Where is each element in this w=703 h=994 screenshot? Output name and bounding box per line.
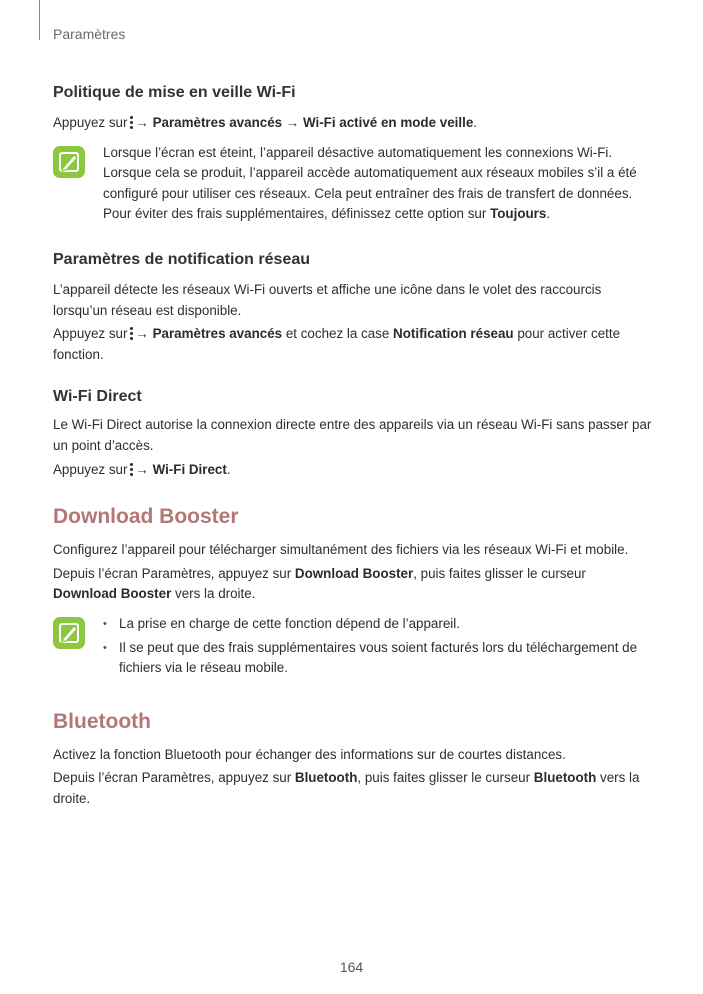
page-header: Paramètres bbox=[53, 26, 126, 42]
note-text-wifi-sleep: Lorsque l’écran est éteint, l’appareil désactive automatiquement les connexions Wi-Fi. Lorsque cela se produit, l’appareil accède automatiquement aux réseaux mobiles s’il a été configuré pour utiliser ces réseaux. Cela peut entraîner des frais de transfert de données. Pour éviter des frais supplémentaires, définissez cette option sur Toujours. bbox=[103, 144, 637, 222]
list-item: • Il se peut que des frais supplémentaires vous soient facturés lors du téléchargement de fichiers via le réseau mobile. bbox=[103, 638, 653, 679]
note-icon bbox=[53, 617, 85, 649]
more-options-icon bbox=[129, 327, 133, 340]
section-title-bluetooth: Bluetooth bbox=[53, 709, 151, 733]
note-icon bbox=[53, 146, 85, 178]
list-item: • La prise en charge de cette fonction dépend de l’appareil. bbox=[103, 614, 653, 635]
header-rule bbox=[39, 0, 40, 40]
section-title-wifi-direct: Wi-Fi Direct bbox=[53, 388, 142, 406]
download-booster-desc: Configurez l’appareil pour télécharger simultanément des fichiers via les réseaux Wi-Fi et mobile. bbox=[53, 542, 629, 558]
bluetooth-desc: Activez la fonction Bluetooth pour échanger des informations sur de courtes distances. bbox=[53, 746, 566, 762]
download-booster-step: Depuis l’écran Paramètres, appuyez sur Download Booster, puis faites glisser le curseur Download Booster vers la droite. bbox=[53, 565, 586, 602]
section-title-download-booster: Download Booster bbox=[53, 505, 239, 529]
wifi-direct-desc: Le Wi-Fi Direct autorise la connexion directe entre des appareils via un réseau Wi-Fi sans passer par un point d’accès. bbox=[53, 417, 652, 453]
note-download-booster bbox=[53, 614, 653, 679]
section-title-notification: Paramètres de notification réseau bbox=[53, 250, 310, 268]
more-options-icon bbox=[129, 116, 133, 129]
notification-desc: L’appareil détecte les réseaux Wi-Fi ouverts et affiche une icône dans le volet des raccourcis lorsqu’un réseau est disponible. bbox=[53, 281, 602, 318]
wifi-sleep-step: Appuyez sur → Paramètres avancés → Wi-Fi activé en mode veille. bbox=[53, 115, 477, 130]
wifi-direct-step: Appuyez sur → Wi-Fi Direct. bbox=[53, 461, 231, 477]
bluetooth-step: Depuis l’écran Paramètres, appuyez sur Bluetooth, puis faites glisser le curseur Bluetooth vers la droite. bbox=[53, 770, 640, 806]
page-content bbox=[53, 82, 653, 809]
more-options-icon bbox=[129, 463, 133, 476]
notification-step: Appuyez sur → Paramètres avancés et cochez la case Notification réseau pour activer cette fonction. bbox=[53, 326, 621, 362]
page-number: 164 bbox=[339, 959, 364, 975]
section-title-wifi-sleep: Politique de mise en veille Wi-Fi bbox=[53, 84, 296, 101]
note-wifi-sleep bbox=[53, 143, 653, 225]
download-booster-notes bbox=[103, 614, 653, 679]
